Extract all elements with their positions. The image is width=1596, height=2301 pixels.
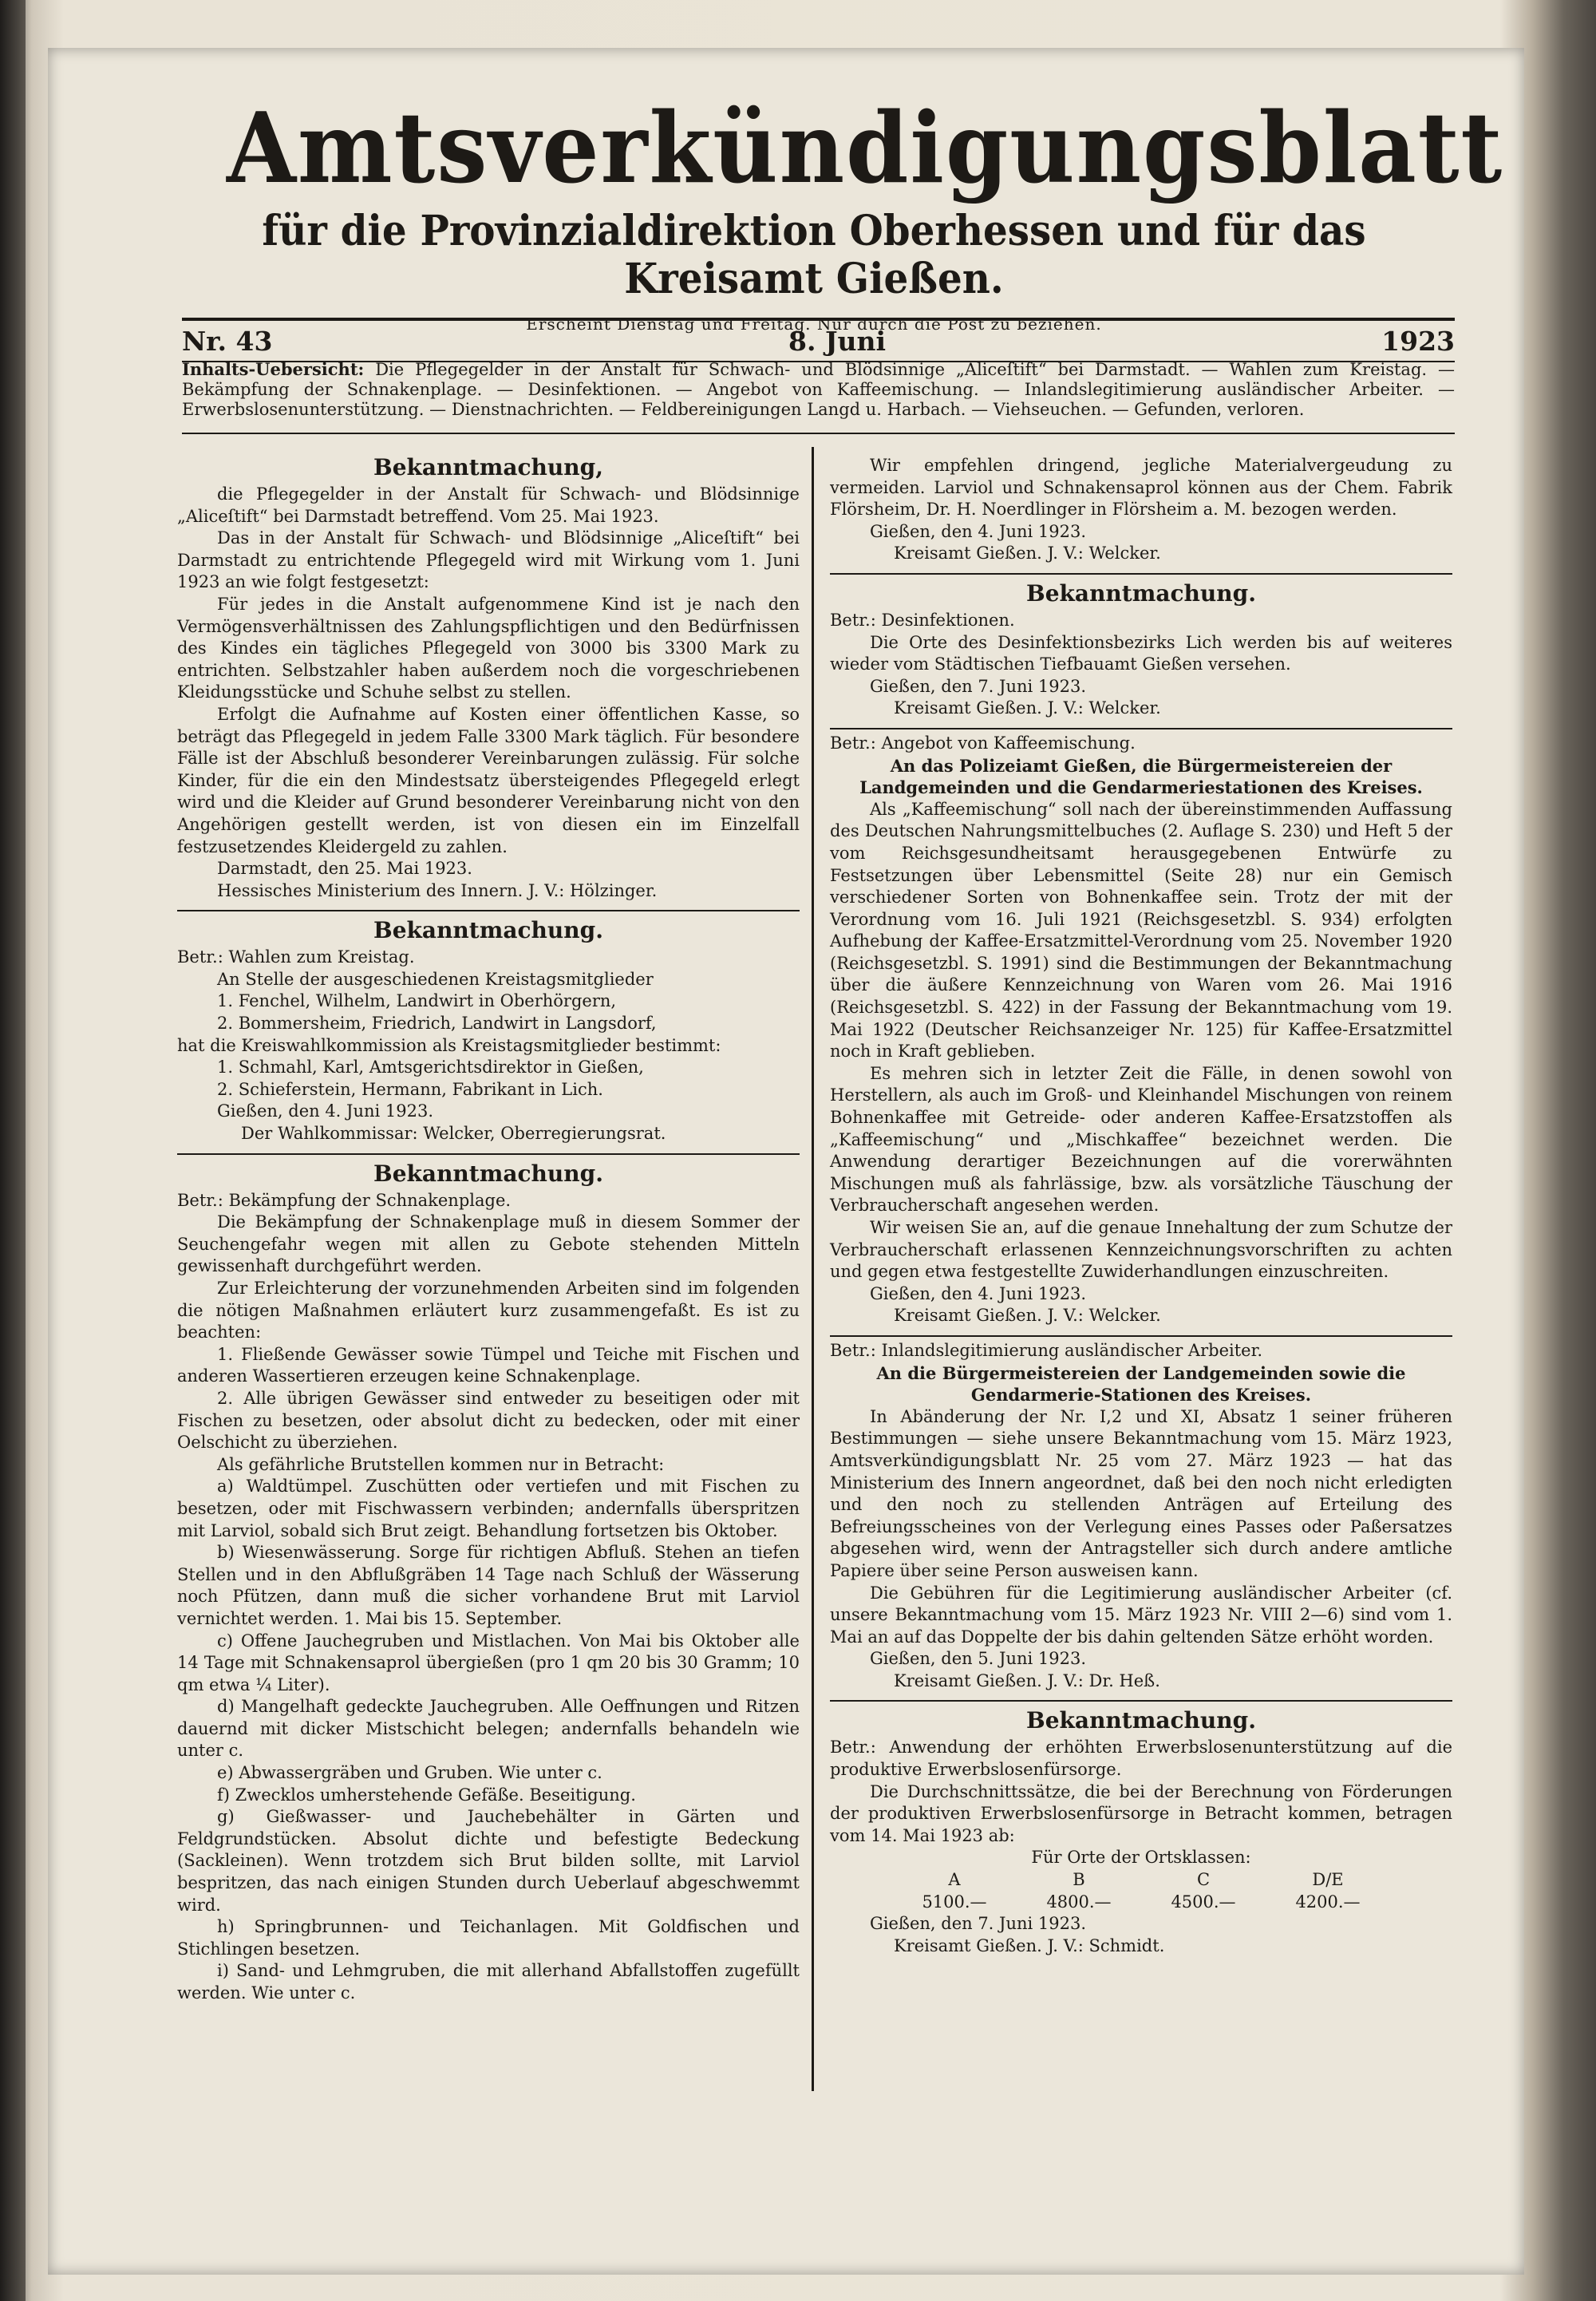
article-signature: Kreisamt Gießen. J. V.: Dr. Heß. [894,1670,1160,1690]
newspaper-subtitle: für die Provinzialdirektion Oberhessen und für das Kreisamt Gießen. [262,207,1366,303]
list-item: g) Gießwasser- und Jauchebehälter in Gärten und Feldgrundstücken. Absolut dichte und befestigte Bedeckung (Sackleinen). Wenn trotzdem sich Brut bilden sollte, mit Larviol bespritzen, das nach einigen Stunden durch Ueberlauf abgeschwemmt wird. [177,1807,800,1915]
article-paragraph: Die Gebühren für die Legitimierung ausländischer Arbeiter (cf. unsere Bekanntmachung vom 15. März 1923 Nr. VIII 2—6) sind vom 1. Mai an auf das Doppelte der bis dahin geltenden Sätze erhöht worden. [830,1583,1452,1647]
article-line: An Stelle der ausgeschiedenen Kreistagsmitglieder [217,969,654,989]
article-heading: Bekanntmachung, [373,454,603,480]
table-cell: D/E [1312,1870,1344,1890]
contents-text: Die Pflegegelder in der Anstalt für Schwach- und Blödsinnige „Aliceſtift“ bei Darmstadt. — Wahlen zum Kreistag. — Bekämpfung der Schnakenplage. — Desinfektionen. — Angebot von Kaffeemischung. — Inlandslegitimierung ausländischer Arbeiter. — Erwerbslosenunterstützung. — Dienstnachrichten. — Feldbereinigungen Langd u. Harbach. — Viehseuchen. — Gefunden, verloren. [182,360,1455,419]
newspaper-title: Amtsverkündigungsblatt [227,90,1504,205]
article-line: 2. Schieferstein, Hermann, Fabrikant in Lich. [217,1079,603,1099]
article-paragraph: Als gefährliche Brutstellen kommen nur in Betracht: [217,1454,665,1474]
article-pflegegelder [177,452,800,902]
article-signature: Kreisamt Gießen. J. V.: Schmidt. [894,1935,1165,1955]
table-cell: 4200.— [1295,1892,1361,1912]
article-desinfektionen [830,578,1452,720]
article-line: 1. Fenchel, Wilhelm, Landwirt in Oberhörgern, [217,991,617,1011]
article-line: 2. Bommersheim, Friedrich, Landwirt in Langsdorf, [217,1014,657,1034]
article-heading: Bekanntmachung. [1026,1707,1256,1734]
article-kaffeemischung [830,733,1452,1327]
table-cell: 5100.— [922,1892,987,1912]
contents-rule [182,433,1455,434]
article-signature: Kreisamt Gießen. J. V.: Welcker. [894,544,1161,563]
table-cell: B [1073,1870,1085,1890]
article-paragraph: Als „Kaffeemischung“ soll nach der übereinstimmenden Auffassung des Deutschen Nahrungsmittelbuches (2. Auflage S. 230) und Heft 5 der vom Reichsgesundheitsamt herausgegebenen Entwürfe zu Festsetzungen über Lebensmittel (Seite 28) nur ein Gemisch verschiedener Sorten von Bohnenkaffee sein. Trotz der mit der Verordnung vom 16. Juli 1921 (Reichsgesetzbl. S. 934) erfolgten Aufhebung der Kaffee-Ersatzmittel-Verordnung vom 25. November 1920 (Reichsgesetzbl. S. 1991) sind die Bestimmungen der Bekanntmachung über die äußere Kennzeichnung von Waren vom 26. Mai 1916 (Reichsgesetzbl. S. 422) in der Fassung der Bekanntmachung vom 19. Mai 1922 (Deutscher Reichsanzeiger Nr. 125) für Kaffee-Ersatzmittel noch in Kraft geblieben. [830,799,1452,1062]
article-place-date: Darmstadt, den 25. Mai 1923. [217,859,472,879]
issue-date: 8. Juni [788,326,887,357]
article-rule [830,1700,1452,1702]
article-paragraph: Das in der Anstalt für Schwach- und Blödsinnige „Aliceſtift“ bei Darmstadt zu entrichtende Pflegegeld wird mit Wirkung vom 1. Juni 1923 an wie folgt festgesetzt: [177,528,800,592]
article-signature: Der Wahlkommissar: Welcker, Oberregierungsrat. [241,1124,666,1144]
article-erwerbslosen [830,1705,1452,1957]
masthead [176,90,1504,334]
article-line: hat die Kreiswahlkommission als Kreistagsmitglieder bestimmt: [177,1035,721,1055]
article-paragraph: Die Orte des Desinfektionsbezirks Lich werden bis auf weiteres wieder vom Städtischen Tiefbauamt Gießen versehen. [830,632,1452,674]
list-item: b) Wiesenwässerung. Sorge für richtigen Abfluß. Stehen an tiefen Stellen und in den Abflußgräben 14 Tage nach Schluß der Wässerung noch Pfützen, dann muß die sicher vorhandene Brut mit Larviol vernichtet werden. 1. Mai bis 15. September. [177,1543,800,1628]
column-divider [812,447,814,2091]
article-paragraph: Zur Erleichterung der vorzunehmenden Arbeiten sind im folgenden die nötigen Maßnahmen erläutert kurz zusammengefaßt. Es ist zu beachten: [177,1279,800,1342]
issue-number: Nr. 43 [182,326,273,357]
article-rule [830,573,1452,575]
article-paragraph: Es mehren sich in letzter Zeit die Fälle, in denen sowohl von Herstellern, als auch im Groß- und Kleinhandel Mischungen von reinem Bohnenkaffee mit Getreide- oder anderen Kaffee-Ersatzstoffen als „Kaffeemischung“ und „Mischkaffee“ bezeichnet werden. Die Anwendung derartiger Bezeichnungen auf die vorerwähnten Mischungen muß als fahrlässige, bzw. als vorsätzliche Täuschung der Verbraucherschaft angesehen werden. [830,1063,1452,1216]
article-rule [177,910,800,911]
article-place-date: Gießen, den 4. Juni 1923. [870,1283,1087,1303]
right-column [830,455,1452,1957]
issue-year: 1923 [1381,326,1455,357]
article-betr: Betr.: Wahlen zum Kreistag. [177,947,415,967]
table-of-contents [182,359,1455,420]
article-signature: Kreisamt Gießen. J. V.: Welcker. [894,1306,1161,1326]
article-betr: Betr.: Bekämpfung der Schnakenplage. [177,1190,512,1210]
list-item: a) Waldtümpel. Zuschütten oder vertiefen und mit Fischen zu besetzen, oder mit Fischwassern verbinden; andernfalls überspritzen mit Larviol, sobald sich Brut zeigt. Behandlung fortsetzen bis Oktober. [177,1477,800,1540]
article-addressee: An die Bürgermeistereien der Landgemeinden sowie die Gendarmerie-Stationen des Kreises. [876,1362,1406,1406]
book-spine [0,0,26,2301]
publishing-note: Erscheint Dienstag und Freitag. Nur durch die Post zu beziehen. [526,314,1102,334]
left-column [177,452,800,2005]
article-heading: Bekanntmachung. [373,1160,603,1187]
article-paragraph: Erfolgt die Aufnahme auf Kosten einer öffentlichen Kasse, so beträgt das Pflegegeld in jedem Falle 3300 Mark täglich. Für besondere Fälle ist der Abschluß besonderer Vereinbarungen zulässig. Für solche Kinder, für die ein den Mindestsatz übersteigendes Pflegegeld erlegt wird und die Kleider auf Grund besonderer Vereinbarung nicht von den Angehörigen gestellt werden, ist von diesen ein im Einzelfall festzusetzendes Kleidergeld zu zahlen. [177,704,800,856]
table-cell: 4800.— [1046,1892,1112,1912]
article-betr: Betr.: Anwendung der erhöhten Erwerbslosenunterstützung auf die produktive Erwerbslosenfürsorge. [830,1738,1452,1780]
article-paragraph: 2. Alle übrigen Gewässer sind entweder zu beseitigen oder mit Fischen zu besetzen, oder absolut dicht zu bedecken, oder mit einer Oelschicht zu überziehen. [177,1388,800,1453]
table-cell: 4500.— [1171,1892,1236,1912]
rate-table-amounts [892,1892,1390,1914]
article-paragraph: Wir weisen Sie an, auf die genaue Innehaltung der zum Schutze der Verbraucherschaft erlassenen Kennzeichnungsvorschriften zu achten und gegen etwa festgestellte Zuwiderhandlungen einzuschreiten. [830,1218,1452,1282]
list-item: h) Springbrunnen- und Teichanlagen. Mit Goldfischen und Stichlingen besetzen. [177,1917,800,1959]
table-cell: C [1196,1870,1211,1890]
list-item: d) Mangelhaft gedeckte Jauchegruben. Alle Oeffnungen und Ritzen dauernd mit dicker Mistschicht belegen; andernfalls behandeln wie unter c. [177,1697,800,1761]
article-place-date: Gießen, den 7. Juni 1923. [870,676,1087,696]
article-kreistag [177,915,800,1145]
article-legitimierung [830,1340,1452,1693]
table-heading: Für Orte der Ortsklassen: [1031,1848,1251,1868]
article-rule [177,1153,800,1155]
article-betr: Betr.: Desinfektionen. [830,610,1015,630]
article-heading: Bekanntmachung. [1026,579,1256,607]
article-line: 1. Schmahl, Karl, Amtsgerichtsdirektor in Gießen, [217,1058,644,1077]
article-signature: Hessisches Ministerium des Innern. J. V.: Hölzinger. [217,880,658,900]
rate-table-classes [892,1869,1390,1892]
table-cell: A [948,1870,961,1890]
article-paragraph: 1. Fließende Gewässer sowie Tümpel und Teiche mit Fischen und anderen Wassertieren erzeugen keine Schnakenplage. [177,1344,800,1386]
list-item: f) Zwecklos umherstehende Gefäße. Beseitigung. [217,1785,636,1805]
list-item: e) Abwassergräben und Gruben. Wie unter c. [217,1763,602,1783]
article-place-date: Gießen, den 4. Juni 1923. [870,521,1087,541]
article-place-date: Gießen, den 7. Juni 1923. [870,1914,1087,1934]
list-item: i) Sand- und Lehmgruben, die mit allerhand Abfallstoffen zugefüllt werden. Wie unter c. [177,1961,800,2003]
article-schnakenplage-continued [830,455,1452,565]
list-item: c) Offene Jauchegruben und Mistlachen. Von Mai bis Oktober alle 14 Tage mit Schnakensaprol übergießen (pro 1 qm 20 bis 30 Gramm; 10 qm etwa ¼ Liter). [177,1631,800,1694]
article-betr: Betr.: Angebot von Kaffeemischung. [830,733,1136,753]
article-rule [830,1335,1452,1337]
article-place-date: Gießen, den 4. Juni 1923. [217,1101,434,1121]
article-subject: die Pflegegelder in der Anstalt für Schwach- und Blödsinnige „Aliceſtift“ bei Darmstadt betreffend. Vom 25. Mai 1923. [177,484,800,526]
contents-label: Inhalts-Uebersicht: [182,359,365,379]
article-paragraph: Die Durchschnittssätze, die bei der Berechnung von Förderungen der produktiven Erwerbslosenfürsorge in Betracht kommen, betragen vom 14. Mai 1923 ab: [830,1781,1452,1845]
article-paragraph: Wir empfehlen dringend, jegliche Materialvergeudung zu vermeiden. Larviol und Schnakensaprol können aus der Chem. Fabrik Flörsheim, Dr. H. Noerdlinger in Flörsheim a. M. bezogen werden. [830,456,1452,520]
article-paragraph: Für jedes in die Anstalt aufgenommene Kind ist je nach den Vermögensverhältnissen des Zahlungspflichtigen und den Bedürfnissen des Kindes ein tägliches Pflegegeld von 3000 bis 3300 Mark zu entrichten. Selbstzahler haben außerdem noch die vorgeschriebenen Kleidungsstücke und Schuhe selbst zu stellen. [177,594,800,702]
article-rule [830,728,1452,729]
article-paragraph: Die Bekämpfung der Schnakenplage muß in diesem Sommer der Seuchengefahr wegen mit allen zu Gebote stehenden Mitteln gewissenhaft durchgeführt werden. [177,1212,800,1276]
article-paragraph: In Abänderung der Nr. I,2 und XI, Absatz 1 seiner früheren Bestimmungen — siehe unsere Bekanntmachung vom 15. März 1923, Amtsverkündigungsblatt Nr. 25 vom 27. März 1923 — hat das Ministerium des Innern angeordnet, daß bei den noch nicht erledigten und den noch zu stellenden Anträgen auf Erteilung des Befreiungsscheines von der Verlegung eines Passes oder Paßersatzes abgesehen wird, wenn der Antragsteller sich durch andere amtliche Papiere über seine Person ausweisen kann. [830,1406,1452,1580]
article-heading: Bekanntmachung. [373,917,603,944]
article-betr: Betr.: Inlandslegitimierung ausländischer Arbeiter. [830,1340,1262,1360]
article-signature: Kreisamt Gießen. J. V.: Welcker. [894,698,1161,718]
article-schnakenplage [177,1158,800,2005]
article-place-date: Gießen, den 5. Juni 1923. [870,1649,1087,1669]
issue-bar [182,318,1455,362]
article-addressee: An das Polizeiamt Gießen, die Bürgermeistereien der Landgemeinden und die Gendarmeriestationen des Kreises. [859,755,1423,798]
